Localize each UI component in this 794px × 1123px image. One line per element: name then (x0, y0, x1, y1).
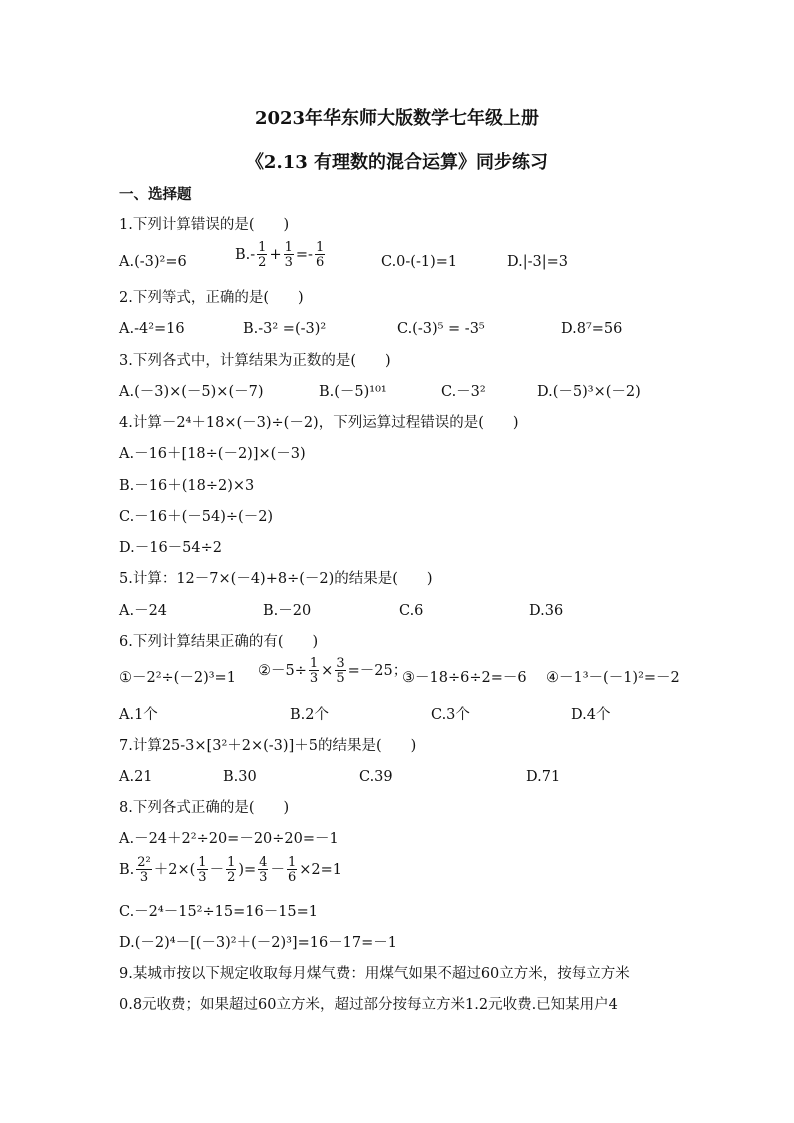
q6-option-a: A.1个 (119, 707, 158, 723)
q6-item-4: ④－1³－(－1)²=－2 (546, 670, 680, 686)
question-5-stem: 5.计算：12－7×(－4)+8÷(－2)的结果是( ) (119, 571, 433, 587)
numerator: 3 (336, 656, 345, 671)
q3-option-a: A.(－3)×(－5)×(－7) (119, 384, 264, 400)
q7-option-c: C.39 (359, 769, 393, 785)
question-9-line-2: 0.8元收费；如果超过60立方米，超过部分按每立方米1.2元收费.已知某用户4 (119, 997, 618, 1013)
numerator: 1 (198, 855, 207, 870)
operator: ×2=1 (299, 862, 342, 878)
question-3-stem: 3.下列各式中，计算结果为正数的是( ) (119, 353, 391, 369)
fraction (287, 856, 297, 884)
q2-option-c: C.(-3)⁵ = -3⁵ (397, 321, 485, 337)
q6-item-1: ①－2²÷(－2)³=1 (119, 670, 236, 686)
denominator: 3 (259, 870, 268, 885)
fraction (226, 856, 236, 884)
denominator: 3 (309, 671, 319, 686)
q4-option-c: C.－16＋(－54)÷(－2) (119, 509, 274, 525)
question-4-stem: 4.计算－2⁴＋18×(－3)÷(－2)，下列运算过程错误的是( ) (119, 415, 519, 431)
q5-option-a: A.－24 (119, 603, 168, 619)
operator: ＋2×( (153, 862, 196, 878)
q7-option-a: A.21 (119, 769, 153, 785)
page-title: 2023年华东师大版数学七年级上册 (254, 108, 540, 129)
q8-option-b (119, 856, 342, 884)
denominator: 2 (227, 870, 236, 885)
denominator: 2 (258, 255, 267, 270)
q6-option-b: B.2个 (290, 707, 329, 723)
q7-option-b: B.30 (223, 769, 257, 785)
denominator: 6 (315, 255, 325, 270)
q6-item2-result: =－25； (347, 663, 408, 679)
question-6-stem: 6.下列计算结果正确的有( ) (119, 634, 319, 650)
q8-b-prefix: B. (119, 862, 135, 878)
fraction (197, 856, 207, 884)
q3-option-b: B.(－5)¹⁰¹ (319, 384, 387, 400)
operator: － (209, 862, 225, 878)
q6-item-2 (258, 657, 407, 685)
q6-option-d: D.4个 (571, 707, 611, 723)
q8-option-a: A.－24＋2²÷20=－20÷20=－1 (119, 831, 339, 847)
numerator: 4 (259, 855, 268, 870)
q3-option-c: C.－3² (441, 384, 486, 400)
q6-item2-text: ②－5÷ (258, 663, 307, 679)
question-1-stem: 1.下列计算错误的是( ) (119, 217, 290, 233)
q6-item-3: ③－18÷6÷2=－6 (402, 670, 527, 686)
q2-option-a: A.-4²=16 (119, 321, 185, 337)
numerator: 1 (284, 240, 293, 255)
question-9-line-1: 9.某城市按以下规定收取每月煤气费：用煤气如果不超过60立方米，按每立方米 (119, 966, 630, 982)
q4-option-d: D.－16－54÷2 (119, 540, 222, 556)
question-7-stem: 7.计算25-3×[3²＋2×(-3)]＋5的结果是( ) (119, 738, 417, 754)
q7-option-d: D.71 (526, 769, 561, 785)
q5-option-b: B.－20 (263, 603, 312, 619)
numerator: 2² (137, 855, 151, 870)
operator: + (269, 247, 282, 263)
q1-option-c: C.0-(-1)=1 (381, 254, 458, 270)
numerator: 1 (287, 855, 297, 870)
denominator: 3 (139, 870, 149, 885)
fraction (258, 856, 268, 884)
q5-option-c: C.6 (399, 603, 424, 619)
numerator: 1 (315, 240, 325, 255)
q4-option-a: A.－16＋[18÷(－2)]×(－3) (119, 446, 306, 462)
question-2-stem: 2.下列等式，正确的是( ) (119, 290, 304, 306)
q2-option-d: D.8⁷=56 (561, 321, 623, 337)
fraction (335, 657, 345, 685)
q5-option-d: D.36 (529, 603, 564, 619)
q1-option-b (235, 241, 327, 269)
q1-b-prefix: B.- (235, 247, 256, 263)
fraction (284, 241, 294, 269)
numerator: 1 (227, 855, 236, 870)
denominator: 3 (284, 255, 293, 270)
q8-option-c: C.－2⁴－15²÷15=16－15=1 (119, 904, 319, 920)
fraction (257, 241, 267, 269)
numerator: 1 (309, 656, 319, 671)
operator: =- (295, 247, 313, 263)
page-subtitle: 《2.13 有理数的混合运算》同步练习 (245, 152, 549, 173)
question-8-stem: 8.下列各式正确的是( ) (119, 800, 290, 816)
q1-option-a: A.(-3)²=6 (119, 254, 187, 270)
q6-option-c: C.3个 (431, 707, 470, 723)
fraction (309, 657, 319, 685)
denominator: 6 (287, 870, 297, 885)
q4-option-b: B.－16＋(18÷2)×3 (119, 478, 255, 494)
denominator: 5 (336, 671, 345, 686)
fraction (136, 856, 151, 884)
section-heading: 一、选择题 (119, 187, 192, 203)
q3-option-d: D.(－5)³×(－2) (537, 384, 641, 400)
q2-option-b: B.-3² =(-3)² (243, 321, 327, 337)
fraction (315, 241, 325, 269)
operator: × (321, 663, 334, 679)
denominator: 3 (198, 870, 207, 885)
q1-option-d: D.|-3|=3 (507, 254, 568, 270)
numerator: 1 (258, 240, 267, 255)
operator: － (270, 862, 285, 878)
q8-option-d: D.(－2)⁴－[(－3)²＋(－2)³]=16－17=－1 (119, 935, 398, 951)
operator: )= (238, 862, 257, 878)
